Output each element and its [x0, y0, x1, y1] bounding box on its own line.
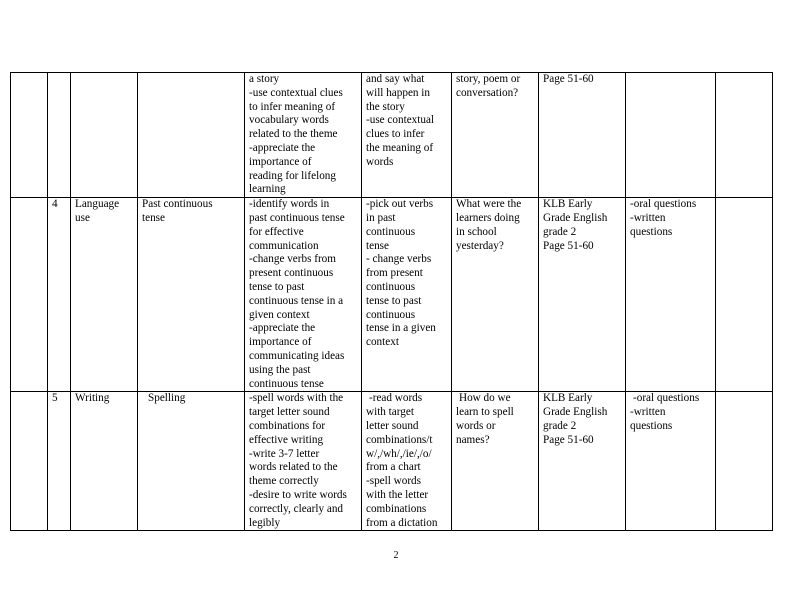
resources-cell: KLB Early Grade English grade 2 Page 51-60: [539, 392, 626, 531]
week-cell: [11, 392, 48, 531]
experiences-cell: -read words with target letter sound combinations/t w/,/wh/,/ie/,/o/ from a chart -spell words with the letter combinations from a dictation: [362, 392, 452, 531]
inquiry-question-cell: What were the learners doing in school yesterday?: [452, 198, 539, 392]
week-cell: [11, 73, 48, 198]
sub-strand-cell: Past continuous tense: [138, 198, 245, 392]
week-cell: [11, 198, 48, 392]
lesson-cell: 4: [48, 198, 71, 392]
strand-cell: Writing: [71, 392, 138, 531]
experiences-cell: -pick out verbs in past continuous tense - change verbs from present continuous tense to past continuous tense in a given context: [362, 198, 452, 392]
remarks-cell: [716, 392, 773, 531]
lesson-cell: 5: [48, 392, 71, 531]
experiences-cell: and say what will happen in the story -use contextual clues to infer the meaning of words: [362, 73, 452, 198]
outcomes-cell: a story -use contextual clues to infer meaning of vocabulary words related to the theme -appreciate the importance of reading for lifelong learning: [245, 73, 362, 198]
sub-strand-cell: Spelling: [138, 392, 245, 531]
sub-strand-cell: [138, 73, 245, 198]
scheme-of-work-table: [10, 72, 773, 531]
table-row: [11, 198, 773, 392]
inquiry-question-cell: How do we learn to spell words or names?: [452, 392, 539, 531]
table-row: [11, 392, 773, 531]
strand-cell: Language use: [71, 198, 138, 392]
resources-cell: KLB Early Grade English grade 2 Page 51-60: [539, 198, 626, 392]
outcomes-cell: -spell words with the target letter sound combinations for effective writing -write 3-7 letter words related to the theme correctly -desire to write words correctly, clearly and legibly: [245, 392, 362, 531]
strand-cell: [71, 73, 138, 198]
lesson-cell: [48, 73, 71, 198]
page-number: 2: [393, 550, 399, 561]
remarks-cell: [716, 198, 773, 392]
assessment-cell: -oral questions -written questions: [626, 198, 716, 392]
assessment-cell: [626, 73, 716, 198]
inquiry-question-cell: story, poem or conversation?: [452, 73, 539, 198]
resources-cell: Page 51-60: [539, 73, 626, 198]
remarks-cell: [716, 73, 773, 198]
outcomes-cell: -identify words in past continuous tense for effective communication -change verbs from present continuous tense to past continuous tense in a given context -appreciate the importance of communicating ideas using the past continuous tense: [245, 198, 362, 392]
table-row: [11, 73, 773, 198]
assessment-cell: -oral questions -written questions: [626, 392, 716, 531]
